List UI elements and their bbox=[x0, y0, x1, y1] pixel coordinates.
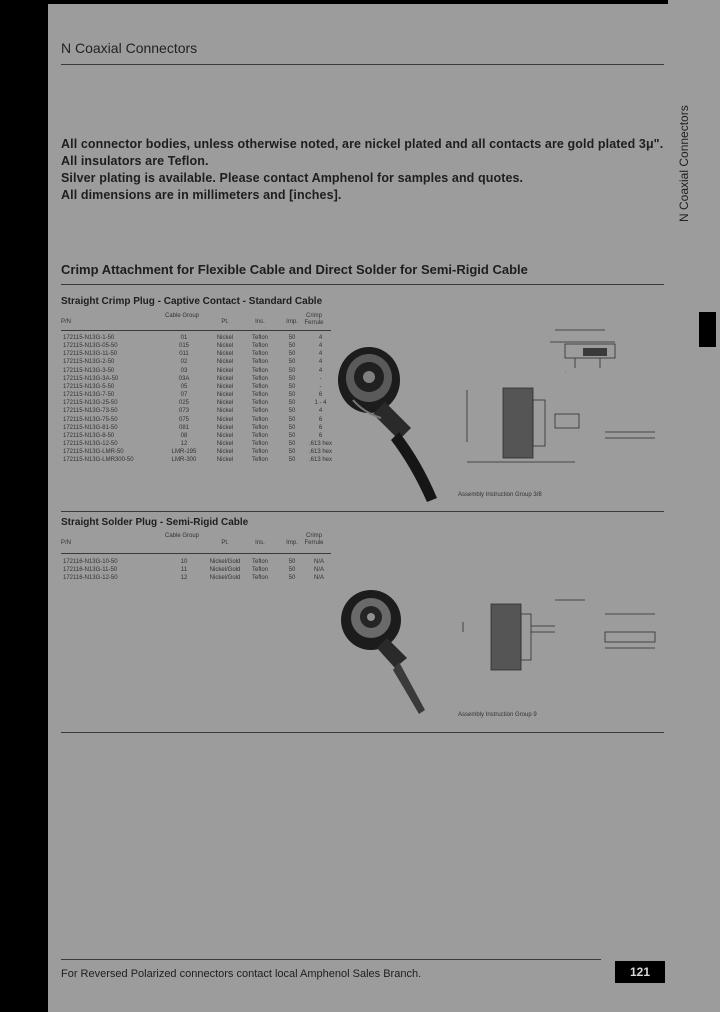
part-number-cell: 172115-N13G-5-50 bbox=[63, 383, 115, 390]
plating-cell: Nickel bbox=[216, 343, 234, 350]
plating-cell: Nickel bbox=[216, 416, 234, 423]
note-line: All insulators are Teflon. bbox=[61, 154, 209, 168]
impedance-cell: 50 bbox=[288, 335, 296, 341]
impedance-cell: 50 bbox=[288, 375, 296, 382]
plating-cell: Nickel bbox=[216, 392, 234, 399]
part-number-cell: 172115-N13G-3-50 bbox=[63, 367, 115, 374]
plating-cell: Nickel bbox=[216, 359, 234, 366]
table-row bbox=[61, 375, 334, 383]
cable-group-cell: 075 bbox=[178, 416, 189, 423]
cable-group-cell: 073 bbox=[178, 408, 189, 415]
insulator-cell: Teflon bbox=[251, 383, 268, 390]
insulator-cell: Teflon bbox=[251, 432, 268, 439]
col-plating-header: Pt. bbox=[221, 319, 229, 325]
svg-text:·: · bbox=[565, 370, 567, 376]
crimp-ferrule-cell: 4 bbox=[318, 359, 323, 366]
table-row bbox=[61, 566, 331, 574]
table-row bbox=[61, 424, 334, 432]
cable-group-cell: 07 bbox=[180, 392, 188, 399]
part-number-cell: 172115-N13G-73-50 bbox=[63, 408, 118, 415]
cable-group-cell: 015 bbox=[178, 343, 189, 350]
table-row bbox=[61, 432, 334, 440]
impedance-cell: 50 bbox=[288, 432, 296, 439]
part-number-cell: 172115-N13G-LMR-50 bbox=[63, 449, 124, 456]
crimp-ferrule-cell: N/A bbox=[313, 559, 324, 565]
insulator-cell: Teflon bbox=[251, 392, 268, 399]
insulator-cell: Teflon bbox=[251, 400, 268, 407]
solder-table bbox=[61, 558, 331, 582]
table-row bbox=[61, 358, 334, 366]
table-row bbox=[61, 391, 334, 399]
insulator-cell: Teflon bbox=[251, 559, 268, 565]
plating-cell: Nickel bbox=[216, 335, 234, 341]
note-line: Silver plating is available. Please contact Amphenol for samples and quotes. bbox=[61, 171, 524, 185]
impedance-cell: 50 bbox=[288, 424, 296, 431]
cable-group-cell: 025 bbox=[178, 400, 189, 407]
part-number-cell: 172115-N13G-1-50 bbox=[63, 335, 115, 341]
impedance-cell: 50 bbox=[288, 416, 296, 423]
crimp-table-title: Straight Crimp Plug - Captive Contact - Standard Cable bbox=[61, 296, 323, 307]
impedance-cell: 50 bbox=[288, 351, 296, 358]
part-number-cell: 172115-N13G-05-50 bbox=[63, 343, 118, 350]
note-line: All dimensions are in millimeters and [inches]. bbox=[61, 188, 342, 202]
insulator-cell: Teflon bbox=[251, 449, 268, 456]
crimp-ferrule-cell: .613 hex bbox=[309, 457, 333, 464]
insulator-cell: Teflon bbox=[251, 424, 268, 431]
part-number-cell: 172115-N13G-8-50 bbox=[63, 432, 115, 439]
part-number-cell: 172116-N13G-10-50 bbox=[63, 559, 118, 565]
cable-group-cell: 11 bbox=[180, 567, 188, 574]
general-notes bbox=[61, 136, 663, 204]
impedance-cell: 50 bbox=[288, 559, 296, 565]
page-title: N Coaxial Connectors bbox=[61, 40, 198, 56]
part-number-cell: 172115-N13G-75-50 bbox=[63, 416, 118, 423]
footer-divider bbox=[61, 959, 601, 960]
insulator-cell: Teflon bbox=[251, 441, 268, 448]
col-plating-header: Pt. bbox=[221, 540, 229, 546]
impedance-cell: 50 bbox=[288, 359, 296, 366]
crimp-ferrule-cell: 4 bbox=[318, 367, 323, 374]
page-number: 121 bbox=[615, 961, 665, 983]
cable-group-cell: 01 bbox=[180, 335, 188, 341]
impedance-cell: 50 bbox=[288, 400, 296, 407]
section-tab-marker bbox=[699, 312, 716, 347]
col-insulator-header: Ins. bbox=[255, 319, 265, 325]
col-insulator-header: Ins. bbox=[255, 540, 265, 546]
insulator-cell: Teflon bbox=[251, 416, 268, 423]
impedance-cell: 50 bbox=[288, 449, 296, 456]
section-title: Crimp Attachment for Flexible Cable and Direct Solder for Semi-Rigid Cable bbox=[61, 262, 528, 277]
plating-cell: Nickel bbox=[216, 457, 234, 464]
impedance-cell: 50 bbox=[288, 392, 296, 399]
table-row bbox=[61, 342, 334, 350]
crimp-ferrule-cell: 6 bbox=[318, 416, 323, 423]
solder-table-header-rule bbox=[61, 553, 331, 554]
plating-cell: Nickel bbox=[216, 367, 234, 374]
crimp-ferrule-cell: N/A bbox=[313, 567, 324, 574]
insulator-cell: Teflon bbox=[251, 575, 268, 582]
cable-group-cell: 05 bbox=[180, 383, 188, 390]
impedance-cell: 50 bbox=[288, 441, 296, 448]
plating-cell: Nickel bbox=[216, 424, 234, 431]
solder-drawing-caption: Assembly Instruction Group 9 bbox=[458, 712, 537, 718]
cable-group-cell: LMR-195 bbox=[171, 449, 197, 456]
table-row bbox=[61, 448, 334, 456]
cable-group-cell: 011 bbox=[179, 351, 189, 358]
insulator-cell: Teflon bbox=[251, 567, 268, 574]
col-pn-header: P/N bbox=[61, 540, 72, 546]
crimp-ferrule-cell: - bbox=[319, 375, 322, 382]
part-number-cell: 172115-N13G-3A-50 bbox=[63, 375, 119, 382]
part-number-cell: 172115-N13G-LMR300-50 bbox=[63, 457, 134, 464]
solder-plug-drawing bbox=[455, 586, 665, 712]
insulator-cell: Teflon bbox=[251, 457, 268, 464]
impedance-cell: 50 bbox=[288, 457, 296, 464]
col-group-header: Cable Group bbox=[164, 533, 200, 539]
col-group-header: Cable Group bbox=[164, 313, 200, 319]
note-line: All connector bodies, unless otherwise noted, are nickel plated and all contacts are gold plated 3μ". bbox=[61, 137, 664, 151]
table-row bbox=[61, 399, 334, 407]
crimp-ferrule-cell: 4 bbox=[318, 351, 323, 358]
cable-group-cell: 02 bbox=[180, 359, 188, 366]
impedance-cell: 50 bbox=[288, 567, 296, 574]
insulator-cell: Teflon bbox=[251, 367, 268, 374]
plating-cell: Nickel/Gold bbox=[209, 559, 241, 565]
footer-note: For Reversed Polarized connectors contact local Amphenol Sales Branch. bbox=[61, 968, 422, 980]
section-divider bbox=[61, 284, 664, 285]
crimp-ferrule-cell: 4 bbox=[318, 408, 323, 415]
impedance-cell: 50 bbox=[288, 575, 296, 582]
block-divider bbox=[61, 511, 664, 512]
cable-group-cell: 03 bbox=[180, 367, 188, 374]
cable-group-cell: 03A bbox=[178, 375, 190, 382]
crimp-ferrule-cell: 4 bbox=[318, 343, 323, 350]
header-divider bbox=[61, 64, 664, 65]
table-row bbox=[61, 407, 334, 415]
crimp-ferrule-cell: 6 bbox=[318, 392, 323, 399]
table-row bbox=[61, 416, 334, 424]
col-pn-header: P/N bbox=[61, 319, 72, 325]
insulator-cell: Teflon bbox=[251, 359, 268, 366]
part-number-cell: 172115-N13G-11-50 bbox=[63, 351, 118, 358]
col-impedance-header: Imp. bbox=[286, 319, 298, 325]
plating-cell: Nickel bbox=[216, 383, 234, 390]
col-ferrule-header: Crimp Ferrule bbox=[304, 313, 324, 326]
cable-group-cell: 12 bbox=[180, 575, 188, 582]
part-number-cell: 172115-N13G-2-50 bbox=[63, 359, 115, 366]
crimp-ferrule-cell: .613 hex bbox=[309, 449, 333, 456]
table-row bbox=[61, 334, 334, 342]
insulator-cell: Teflon bbox=[251, 375, 268, 382]
part-number-cell: 172116-N13G-11-50 bbox=[63, 567, 118, 574]
crimp-ferrule-cell: .613 hex bbox=[309, 441, 333, 448]
impedance-cell: 50 bbox=[288, 408, 296, 415]
cable-group-cell: LMR-300 bbox=[171, 457, 197, 464]
table-row bbox=[61, 440, 334, 448]
table-row bbox=[61, 456, 334, 464]
col-ferrule-header: Crimp Ferrule bbox=[304, 533, 324, 546]
plating-cell: Nickel bbox=[216, 375, 234, 382]
part-number-cell: 172115-N13G-7-50 bbox=[63, 392, 115, 399]
part-number-cell: 172116-N13G-12-50 bbox=[63, 575, 118, 582]
crimp-table bbox=[61, 334, 334, 465]
crimp-ferrule-cell: - bbox=[319, 383, 322, 390]
cable-group-cell: 10 bbox=[180, 559, 188, 565]
cable-group-cell: 081 bbox=[178, 424, 189, 431]
plating-cell: Nickel bbox=[216, 408, 234, 415]
crimp-plug-drawing bbox=[455, 322, 665, 502]
insulator-cell: Teflon bbox=[251, 408, 268, 415]
part-number-cell: 172115-N13G-81-50 bbox=[63, 424, 118, 431]
crimp-drawing-caption: Assembly Instruction Group 3/8 bbox=[458, 492, 542, 498]
impedance-cell: 50 bbox=[288, 367, 296, 374]
col-impedance-header: Imp. bbox=[286, 540, 298, 546]
crimp-table-header-rule bbox=[61, 330, 331, 331]
crimp-ferrule-cell: 4 bbox=[318, 335, 323, 341]
part-number-cell: 172115-N13G-25-50 bbox=[63, 400, 118, 407]
side-title: N Coaxial Connectors bbox=[677, 105, 691, 222]
cable-group-cell: 12 bbox=[180, 441, 188, 448]
insulator-cell: Teflon bbox=[251, 343, 268, 350]
insulator-cell: Teflon bbox=[251, 335, 268, 341]
impedance-cell: 50 bbox=[288, 383, 296, 390]
plating-cell: Nickel/Gold bbox=[209, 567, 241, 574]
solder-table-title: Straight Solder Plug - Semi-Rigid Cable bbox=[61, 517, 249, 528]
plating-cell: Nickel bbox=[216, 400, 234, 407]
crimp-ferrule-cell: 6 bbox=[318, 424, 323, 431]
solder-plug-photo bbox=[333, 586, 443, 716]
plating-cell: Nickel bbox=[216, 441, 234, 448]
table-row bbox=[61, 383, 334, 391]
block-divider-bottom bbox=[61, 732, 664, 733]
plating-cell: Nickel bbox=[216, 449, 234, 456]
part-number-cell: 172115-N13G-12-50 bbox=[63, 441, 118, 448]
table-row bbox=[61, 350, 334, 358]
crimp-ferrule-cell: 6 bbox=[318, 432, 323, 439]
insulator-cell: Teflon bbox=[251, 351, 268, 358]
impedance-cell: 50 bbox=[288, 343, 296, 350]
cable-group-cell: 08 bbox=[180, 432, 188, 439]
plating-cell: Nickel/Gold bbox=[209, 575, 241, 582]
crimp-ferrule-cell: N/A bbox=[313, 575, 324, 582]
crimp-ferrule-cell: 1 - 4 bbox=[314, 400, 327, 407]
table-row bbox=[61, 367, 334, 375]
crimp-plug-photo bbox=[333, 340, 451, 502]
plating-cell: Nickel bbox=[216, 351, 234, 358]
table-row bbox=[61, 558, 331, 566]
plating-cell: Nickel bbox=[216, 432, 234, 439]
table-row bbox=[61, 574, 331, 582]
